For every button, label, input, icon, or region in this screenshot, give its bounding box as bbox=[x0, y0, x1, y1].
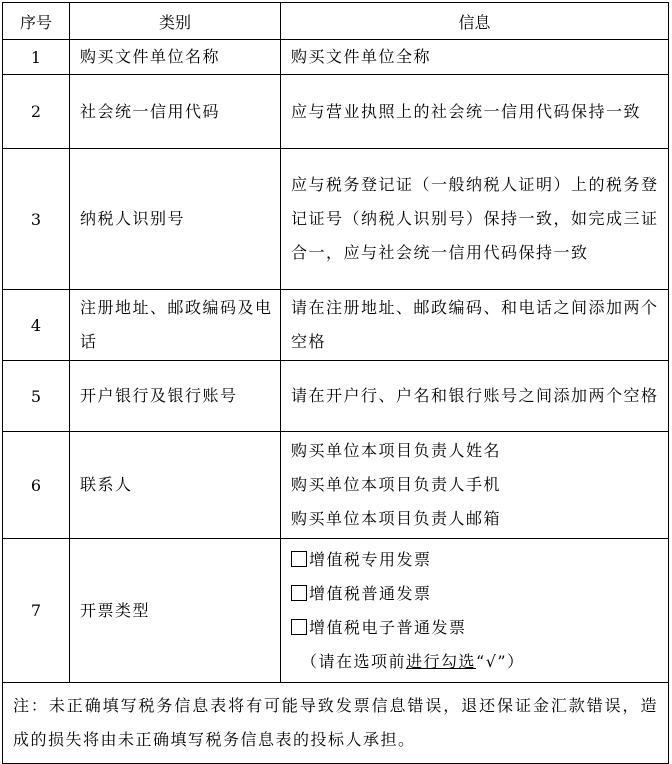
row-number: 1 bbox=[3, 40, 70, 75]
row-category: 开户银行及银行账号 bbox=[70, 361, 281, 432]
row-category: 联系人 bbox=[70, 432, 281, 539]
info-text: 应与税务登记证（一般纳税人证明）上的税务登记证号（纳税人识别号）保持一致，如完成三证合一，应与社会统一信用代码保持一致 bbox=[291, 175, 659, 262]
row-number: 5 bbox=[3, 361, 70, 432]
contact-phone-text: 购买单位本项目负责人手机 bbox=[291, 475, 502, 494]
row-number: 2 bbox=[3, 75, 70, 149]
hint-suffix: “√”） bbox=[476, 651, 525, 671]
contact-name-text: 购买单位本项目负责人姓名 bbox=[291, 441, 502, 460]
invoice-option-special[interactable] bbox=[291, 543, 662, 577]
table-row bbox=[3, 75, 669, 149]
note-row bbox=[3, 683, 669, 764]
table-row bbox=[3, 361, 669, 432]
row-category: 开票类型 bbox=[70, 539, 281, 683]
checkbox-icon[interactable] bbox=[291, 619, 307, 635]
row-number: 4 bbox=[3, 290, 70, 361]
row-info bbox=[281, 149, 669, 290]
table-row bbox=[3, 432, 669, 539]
row-info bbox=[281, 290, 669, 361]
checkbox-icon[interactable] bbox=[291, 551, 307, 567]
row-category: 购买文件单位名称 bbox=[70, 40, 281, 75]
header-category: 类别 bbox=[70, 3, 281, 40]
header-info: 信息 bbox=[281, 3, 669, 40]
row-info bbox=[281, 539, 669, 683]
row-category: 社会统一信用代码 bbox=[70, 75, 281, 149]
hint-underlined: 进行勾选 bbox=[406, 651, 477, 671]
hint-prefix: （请在选项前 bbox=[301, 651, 407, 671]
info-text: 购买文件单位全称 bbox=[291, 47, 432, 66]
row-number: 7 bbox=[3, 539, 70, 683]
checkbox-icon[interactable] bbox=[291, 585, 307, 601]
row-number: 6 bbox=[3, 432, 70, 539]
invoice-option-ordinary[interactable] bbox=[291, 577, 662, 611]
footnote: 注：未正确填写税务信息表将有可能导致发票信息错误，退还保证金汇款错误，造成的损失将由未正确填写税务信息表的投标人承担。 bbox=[3, 683, 669, 764]
row-number: 3 bbox=[3, 149, 70, 290]
header-no: 序号 bbox=[3, 3, 70, 40]
contact-email-text: 购买单位本项目负责人邮箱 bbox=[291, 509, 502, 528]
option-label: 增值税电子普通发票 bbox=[309, 617, 467, 637]
row-category: 纳税人识别号 bbox=[70, 149, 281, 290]
row-info bbox=[281, 361, 669, 432]
info-text: 请在开户行、户名和银行账号之间添加两个空格 bbox=[291, 386, 659, 405]
option-label: 增值税普通发票 bbox=[309, 583, 432, 603]
option-label: 增值税专用发票 bbox=[309, 549, 432, 569]
invoice-hint bbox=[291, 645, 662, 679]
row-category: 注册地址、邮政编码及电话 bbox=[70, 290, 281, 361]
tax-info-table bbox=[2, 2, 669, 764]
row-info bbox=[281, 40, 669, 75]
info-text: 请在注册地址、邮政编码、和电话之间添加两个空格 bbox=[291, 298, 659, 351]
table-row bbox=[3, 290, 669, 361]
header-row bbox=[3, 3, 669, 40]
row-info bbox=[281, 75, 669, 149]
info-text: 应与营业执照上的社会统一信用代码保持一致 bbox=[291, 101, 642, 121]
table-row bbox=[3, 149, 669, 290]
invoice-option-electronic[interactable] bbox=[291, 611, 662, 645]
table-row bbox=[3, 40, 669, 75]
row-info bbox=[281, 432, 669, 539]
table-row bbox=[3, 539, 669, 683]
